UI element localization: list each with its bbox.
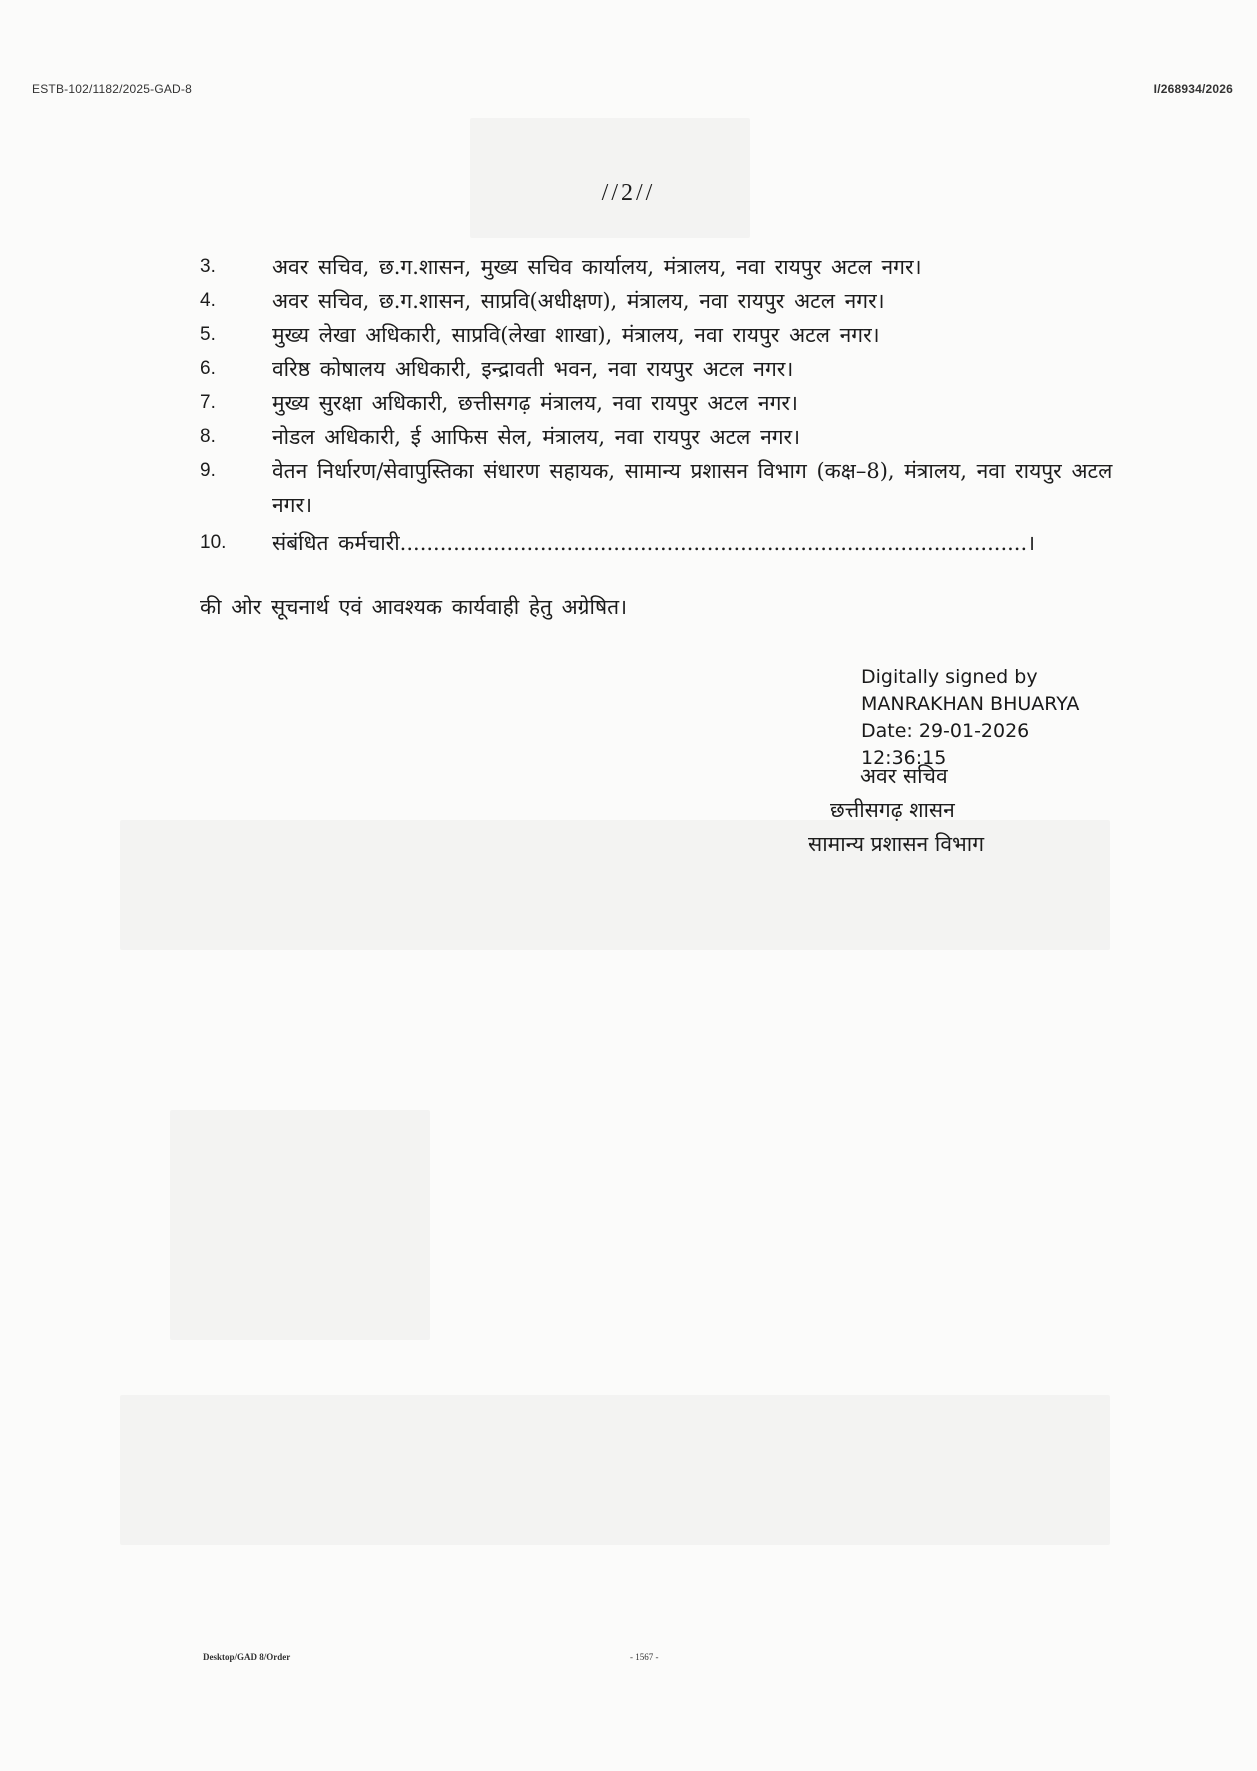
list-item <box>200 318 1140 352</box>
bleed-through-mark <box>170 1110 430 1340</box>
item-number: 10. <box>200 532 227 553</box>
item-number: 9. <box>200 460 216 481</box>
footer-path: Desktop/GAD 8/Order <box>203 1652 291 1662</box>
bleed-through-mark <box>120 1395 1110 1545</box>
item-number: 8. <box>200 426 216 447</box>
signature-line: Digitally signed by <box>861 666 1038 688</box>
list-item <box>200 250 1140 284</box>
closing-line: की ओर सूचनार्थ एवं आवश्यक कार्यवाही हेतु अग्रेषित। <box>200 595 628 619</box>
digital-signature <box>861 664 1079 772</box>
signer-name: MANRAKHAN BHUARYA <box>861 693 1080 715</box>
item-number: 6. <box>200 358 216 379</box>
item-text: संबंधित कर्मचारी..............................................................................................। <box>272 531 1036 555</box>
item-number: 3. <box>200 256 216 277</box>
item-number: 4. <box>200 290 216 311</box>
distribution-list <box>200 250 1140 560</box>
signatory-government: छत्तीसगढ़ शासन <box>830 798 955 822</box>
signatory-title: अवर सचिव <box>860 764 948 788</box>
item-text: अवर सचिव, छ.ग.शासन, मुख्य सचिव कार्यालय, मंत्रालय, नवा रायपुर अटल नगर। <box>272 255 922 279</box>
signature-date: Date: 29-01-2026 <box>861 720 1030 742</box>
item-text: अवर सचिव, छ.ग.शासन, साप्रवि(अधीक्षण), मंत्रालय, नवा रायपुर अटल नगर। <box>272 289 885 313</box>
file-reference: ESTB-102/1182/2025-GAD-8 <box>32 82 192 96</box>
list-item <box>200 420 1140 454</box>
item-number: 7. <box>200 392 216 413</box>
list-item <box>200 454 1140 522</box>
list-item <box>200 526 1140 560</box>
signatory-department: सामान्य प्रशासन विभाग <box>808 832 985 856</box>
item-text: वेतन निर्धारण/सेवापुस्तिका संधारण सहायक, सामान्य प्रशासन विभाग (कक्ष–8), मंत्रालय, नवा रायपुर अटल नगर। <box>272 459 1113 517</box>
list-item <box>200 386 1140 420</box>
signature-time: 12:36:15 <box>861 747 947 769</box>
bleed-through-mark <box>470 118 750 238</box>
item-text: नोडल अधिकारी, ई आफिस सेल, मंत्रालय, नवा रायपुर अटल नगर। <box>272 425 801 449</box>
footer-doc-number: - 1567 - <box>630 1652 659 1662</box>
receipt-reference: I/268934/2026 <box>1153 82 1233 96</box>
item-text: मुख्य सुरक्षा अधिकारी, छत्तीसगढ़ मंत्रालय, नवा रायपुर अटल नगर। <box>272 391 798 415</box>
list-item <box>200 352 1140 386</box>
item-text: मुख्य लेखा अधिकारी, साप्रवि(लेखा शाखा), मंत्रालय, नवा रायपुर अटल नगर। <box>272 323 880 347</box>
list-item <box>200 284 1140 318</box>
item-text: वरिष्ठ कोषालय अधिकारी, इन्द्रावती भवन, नवा रायपुर अटल नगर। <box>272 357 794 381</box>
item-number: 5. <box>200 324 216 345</box>
page-number: //2// <box>601 180 656 206</box>
